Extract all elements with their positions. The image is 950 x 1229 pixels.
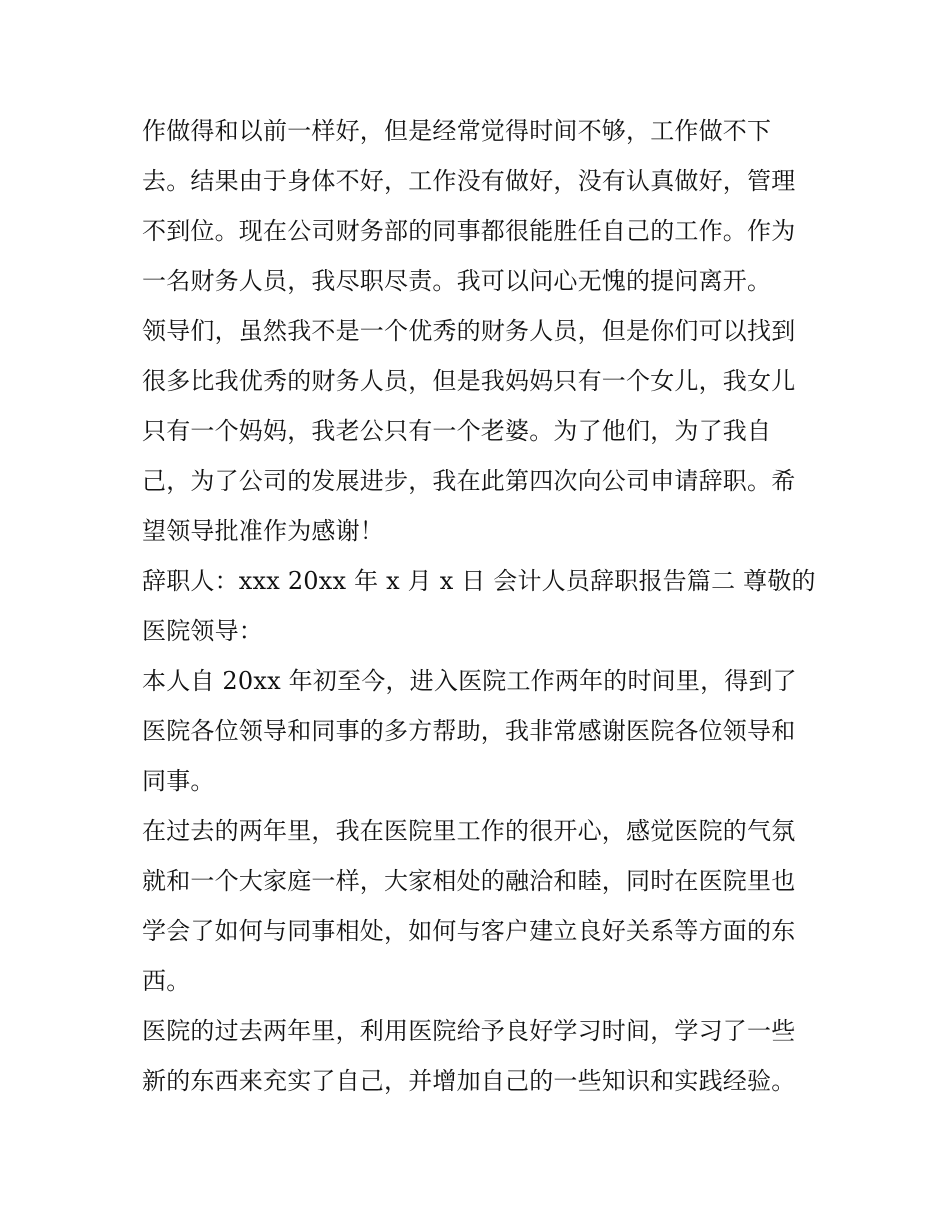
text-line: 医院的过去两年里，利用医院给予良好学习时间，学习了一些 — [142, 1017, 796, 1045]
text-line: 学会了如何与同事相处，如何与客户建立良好关系等方面的东 — [142, 917, 796, 945]
text-line: 医院各位领导和同事的多方帮助，我非常感谢医院各位领导和 — [142, 717, 796, 745]
text-line: 本人自 20xx 年初至今，进入医院工作两年的时间里，得到了 — [142, 667, 797, 695]
text-line: 不到位。现在公司财务部的同事都很能胜任自己的工作。作为 — [142, 217, 796, 245]
text-line: 西。 — [142, 967, 191, 995]
text-line: 只有一个妈妈，我老公只有一个老婆。为了他们，为了我自 — [142, 417, 772, 445]
text-line: 去。结果由于身体不好，工作没有做好，没有认真做好，管理 — [142, 167, 796, 195]
text-line: 医院领导： — [142, 617, 263, 645]
text-line: 作做得和以前一样好，但是经常觉得时间不够，工作做不下 — [142, 117, 772, 145]
text-line: 望领导批准作为感谢！ — [142, 517, 384, 545]
text-line: 很多比我优秀的财务人员，但是我妈妈只有一个女儿，我女儿 — [142, 367, 796, 395]
text-line: 就和一个大家庭一样，大家相处的融洽和睦，同时在医院里也 — [142, 867, 796, 895]
text-line: 新的东西来充实了自己，并增加自己的一些知识和实践经验。 — [142, 1067, 796, 1095]
text-line: 领导们，虽然我不是一个优秀的财务人员，但是你们可以找到 — [142, 317, 796, 345]
text-line: 同事。 — [142, 767, 215, 795]
text-line: 己，为了公司的发展进步，我在此第四次向公司申请辞职。希 — [142, 467, 796, 495]
text-line: 在过去的两年里，我在医院里工作的很开心，感觉医院的气氛 — [142, 817, 796, 845]
text-line: 一名财务人员，我尽职尽责。我可以问心无愧的提问离开。 — [142, 267, 772, 295]
text-line: 辞职人：xxx 20xx 年 x 月 x 日 会计人员辞职报告篇二 尊敬的 — [142, 567, 816, 595]
document-body — [142, 106, 822, 1106]
